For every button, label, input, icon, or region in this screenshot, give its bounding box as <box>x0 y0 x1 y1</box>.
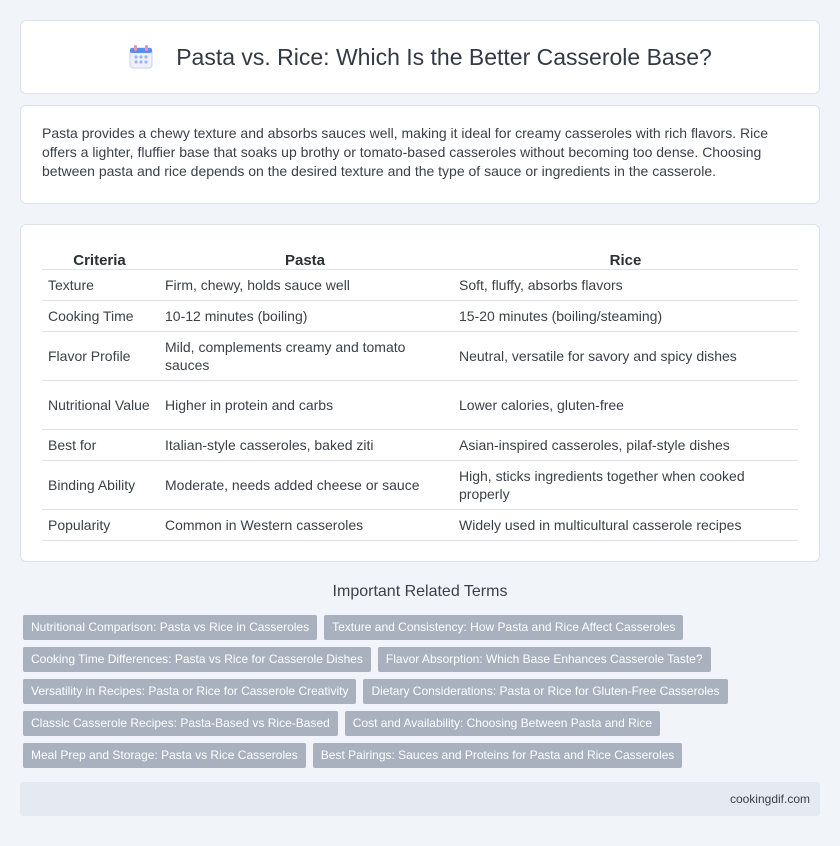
pasta-cell: Moderate, needs added cheese or sauce <box>157 460 453 509</box>
table-row <box>42 300 798 331</box>
related-terms-list <box>23 615 823 768</box>
intro-text: Pasta provides a chewy texture and absorbs sauces well, making it ideal for creamy casseroles with rich flavors. Rice offers a lighter, fluffier base that soaks up brothy or tomato-based casseroles without becoming too dense. Choosing between pasta and rice depends on the desired texture and the type of sauce or ingredients in the casserole. <box>42 125 768 179</box>
criteria-cell: Texture <box>42 269 157 300</box>
page-title: Pasta vs. Rice: Which Is the Better Casserole Base? <box>176 43 712 70</box>
rice-cell: High, sticks ingredients together when cooked properly <box>453 460 798 509</box>
rice-cell: Widely used in multicultural casserole recipes <box>453 509 798 540</box>
related-term-tag[interactable]: Best Pairings: Sauces and Proteins for Pasta and Rice Casseroles <box>313 743 683 768</box>
criteria-cell: Popularity <box>42 509 157 540</box>
comparison-table-card <box>20 224 820 562</box>
comparison-table <box>42 245 798 541</box>
table-row <box>42 460 798 509</box>
footer <box>20 782 820 816</box>
related-terms-title: Important Related Terms <box>332 583 508 600</box>
pasta-cell: Higher in protein and carbs <box>157 380 453 429</box>
header-rice: Rice <box>453 245 798 269</box>
table-row <box>42 429 798 460</box>
related-term-tag[interactable]: Versatility in Recipes: Pasta or Rice for Casserole Creativity <box>23 679 356 704</box>
criteria-cell: Binding Ability <box>42 460 157 509</box>
related-term-tag[interactable]: Texture and Consistency: How Pasta and Rice Affect Casseroles <box>324 615 683 640</box>
table-row <box>42 269 798 300</box>
pasta-cell: Firm, chewy, holds sauce well <box>157 269 453 300</box>
rice-cell: Asian-inspired casseroles, pilaf-style dishes <box>453 429 798 460</box>
header-pasta: Pasta <box>157 245 453 269</box>
related-term-tag[interactable]: Nutritional Comparison: Pasta vs Rice in Casseroles <box>23 615 317 640</box>
related-term-tag[interactable]: Meal Prep and Storage: Pasta vs Rice Casseroles <box>23 743 306 768</box>
criteria-cell: Cooking Time <box>42 300 157 331</box>
pasta-cell: Mild, complements creamy and tomato sauces <box>157 331 453 380</box>
criteria-cell: Flavor Profile <box>42 331 157 380</box>
related-term-tag[interactable]: Classic Casserole Recipes: Pasta-Based vs Rice-Based <box>23 711 338 736</box>
pasta-cell: Italian-style casseroles, baked ziti <box>157 429 453 460</box>
pasta-cell: Common in Western casseroles <box>157 509 453 540</box>
criteria-cell: Nutritional Value <box>42 380 157 429</box>
related-term-tag[interactable]: Flavor Absorption: Which Base Enhances Casserole Taste? <box>378 647 711 672</box>
rice-cell: Neutral, versatile for savory and spicy dishes <box>453 331 798 380</box>
related-term-tag[interactable]: Dietary Considerations: Pasta or Rice for Gluten-Free Casseroles <box>363 679 727 704</box>
table-row <box>42 331 798 380</box>
header <box>128 44 712 71</box>
calendar-icon <box>128 44 154 70</box>
related-term-tag[interactable]: Cooking Time Differences: Pasta vs Rice for Casserole Dishes <box>23 647 371 672</box>
header-card <box>20 20 820 94</box>
rice-cell: 15-20 minutes (boiling/steaming) <box>453 300 798 331</box>
rice-cell: Lower calories, gluten-free <box>453 380 798 429</box>
related-term-tag[interactable]: Cost and Availability: Choosing Between Pasta and Rice <box>345 711 660 736</box>
rice-cell: Soft, fluffy, absorbs flavors <box>453 269 798 300</box>
pasta-cell: 10-12 minutes (boiling) <box>157 300 453 331</box>
table-header-row <box>42 245 798 269</box>
header-criteria: Criteria <box>42 245 157 269</box>
intro-card <box>20 105 820 204</box>
table-row <box>42 509 798 540</box>
criteria-cell: Best for <box>42 429 157 460</box>
table-row <box>42 380 798 429</box>
footer-site-link[interactable]: cookingdif.com <box>729 792 810 806</box>
